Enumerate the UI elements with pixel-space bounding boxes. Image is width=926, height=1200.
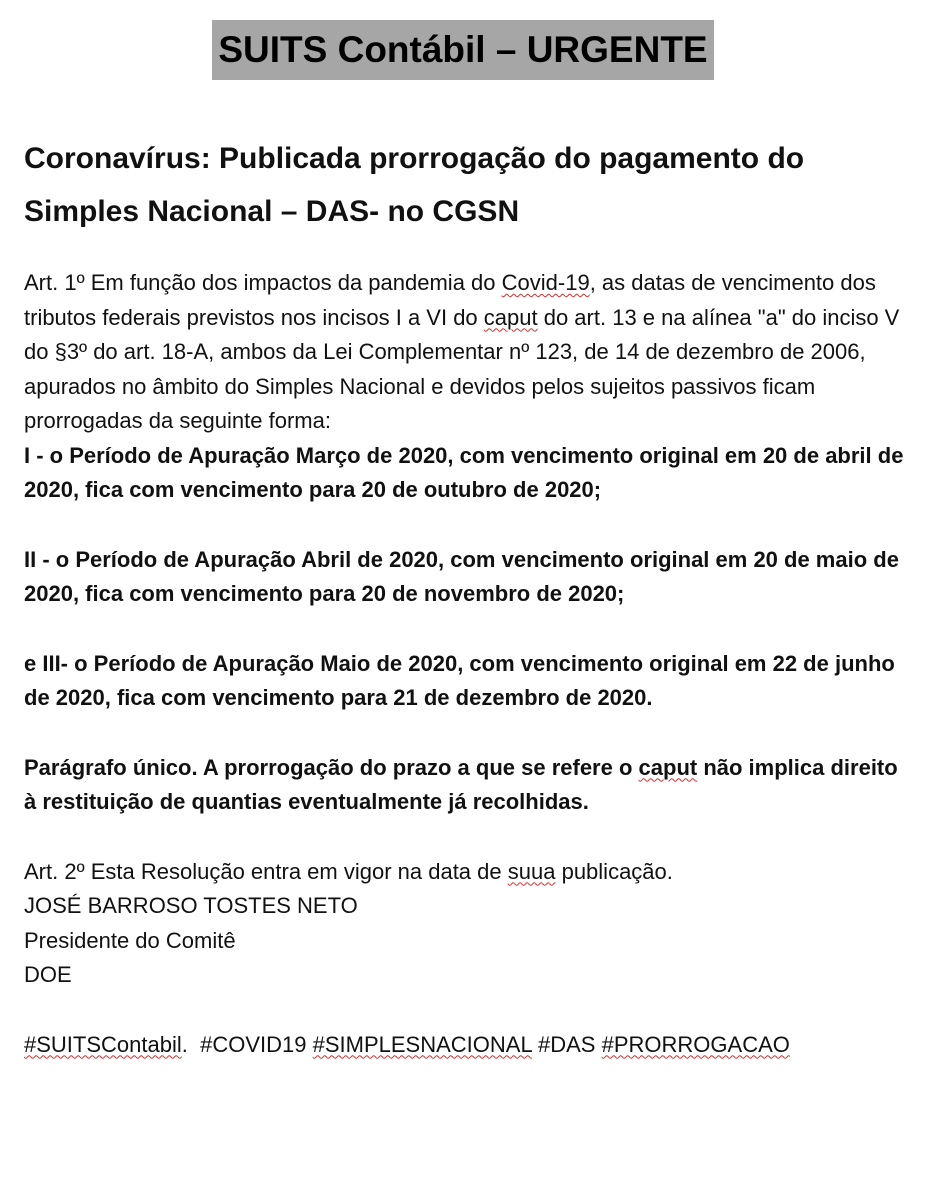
spacer <box>24 716 904 751</box>
paragrafo-text-end: não implica direito à restituição de quantias eventualmente já recolhidas. <box>24 754 898 814</box>
paragrafo-caput-word: caput <box>638 754 698 780</box>
item-iii: e III- o Período de Apuração Maio de 2020, com vencimento original em 22 de junho de 2020, fica com vencimento para 21 de dezembro de 2020. <box>24 650 895 710</box>
art1-caput-word: caput <box>483 304 538 330</box>
document-body <box>24 266 904 1062</box>
art2-suua-word: suua <box>507 858 556 884</box>
hashtag-covid: #COVID19 <box>200 1031 307 1057</box>
spacer <box>24 612 904 647</box>
art2-text-end: publicação. <box>555 858 673 884</box>
article-1 <box>24 266 904 439</box>
signatory-name: JOSÉ BARROSO TOSTES NETO <box>24 893 358 918</box>
hashtag-suits: #SUITSContabil <box>24 1031 182 1057</box>
urgent-banner: SUITS Contábil – URGENTE <box>212 20 713 80</box>
paragrafo-unico <box>24 751 904 820</box>
hashtag-line <box>24 1028 904 1063</box>
spacer <box>24 820 904 855</box>
spacer <box>24 508 904 543</box>
hashtag-prorrogacao: #PRORROGACAO <box>601 1031 790 1057</box>
publication-source: DOE <box>24 962 72 987</box>
art1-covid-word: Covid-19 <box>501 270 590 295</box>
hashtag-das: #DAS <box>538 1031 596 1057</box>
hashtag-separator: . <box>181 1031 201 1057</box>
item-i: I - o Período de Apuração Março de 2020, com vencimento original em 20 de abril de 2020, fica com vencimento para 20 de outubro de 2020; <box>24 442 904 502</box>
art1-text-start: Art. 1º Em função dos impactos da pandemia do <box>24 270 502 295</box>
banner-container <box>0 20 926 80</box>
item-ii: II - o Período de Apuração Abril de 2020, com vencimento original em 20 de maio de 2020, fica com vencimento para 20 de novembro de 2020; <box>24 546 899 606</box>
spacer <box>24 993 904 1028</box>
hashtag-simples: #SIMPLESNACIONAL <box>312 1031 532 1057</box>
paragrafo-text-start: Parágrafo único. A prorrogação do prazo a que se refere o <box>24 754 639 780</box>
headline: Coronavírus: Publicada prorrogação do pagamento do Simples Nacional – DAS- no CGSN <box>24 142 805 228</box>
art1-text-rest: do art. 13 e na alínea "a" do inciso V do §3º do art. 18-A, ambos da Lei Complementar nº 123, de 14 de dezembro de 2006, apurados no âmbito do Simples Nacional e devidos pelos sujeitos passivos ficam prorrogadas da seguinte forma: <box>24 304 900 433</box>
art1-text-middle: , as datas de vencimento dos tributos federais previstos nos incisos I a VI do <box>24 270 876 330</box>
article-2 <box>24 855 904 890</box>
signatory-role: Presidente do Comitê <box>24 927 236 953</box>
art2-text-start: Art. 2º Esta Resolução entra em vigor na data de <box>24 858 508 884</box>
